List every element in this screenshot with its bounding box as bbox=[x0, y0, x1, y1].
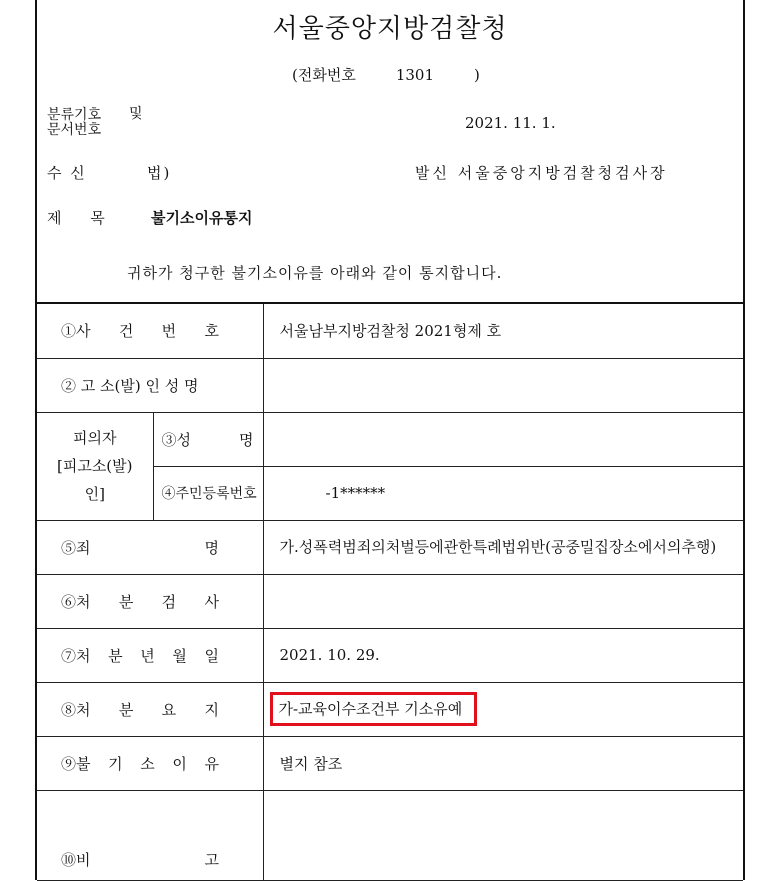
label-char: 지 bbox=[204, 700, 219, 719]
remarks-label bbox=[37, 790, 263, 880]
disposal-date-label bbox=[37, 628, 263, 682]
suspect-id-value bbox=[263, 466, 743, 520]
suspect-id-text: -1****** bbox=[325, 484, 386, 502]
label-char: ⑧처 bbox=[61, 700, 91, 719]
label-char: 일 bbox=[204, 646, 219, 665]
label-char: 분 bbox=[118, 700, 134, 719]
recipient-line bbox=[47, 162, 171, 183]
suspect-name-value bbox=[263, 412, 743, 466]
intro-text: 귀하가 청구한 불기소이유를 아래와 같이 통지합니다. bbox=[127, 264, 503, 282]
label-char: 기 bbox=[108, 754, 123, 773]
label-char: 유 bbox=[204, 754, 219, 773]
classification-line1: 분류기호 bbox=[47, 107, 102, 123]
label-char: 사 bbox=[204, 592, 219, 611]
phone-number: 1301 bbox=[395, 66, 434, 84]
label-char: 번 bbox=[161, 322, 177, 341]
charge-label bbox=[37, 520, 263, 574]
disposal-date-value: 2021. 10. 29. bbox=[263, 628, 743, 682]
agency-title: 서울중앙지방검찰청 bbox=[272, 14, 508, 44]
label-char: 요 bbox=[161, 700, 177, 719]
reason-label bbox=[37, 736, 263, 790]
subject-line bbox=[47, 207, 252, 228]
label-char: 이 bbox=[172, 754, 187, 773]
sender-line: 발신 서울중앙지방검찰청검사장 bbox=[415, 164, 668, 182]
phone-line bbox=[292, 64, 480, 85]
label-char: ⑤죄 bbox=[61, 538, 91, 557]
table-row bbox=[37, 412, 743, 466]
table-row bbox=[37, 358, 743, 412]
prosecutor-label bbox=[37, 574, 263, 628]
label-char: 고 bbox=[204, 850, 219, 869]
suspect-label bbox=[37, 412, 153, 520]
case-number-label bbox=[37, 303, 263, 358]
label-char: 년 bbox=[140, 646, 155, 665]
remarks-value bbox=[263, 790, 743, 880]
label-char: 호 bbox=[204, 322, 219, 341]
label-char: 검 bbox=[161, 592, 177, 611]
suspect-id-label: ④주민등록번호 bbox=[153, 466, 263, 520]
phone-open: (전화번호 bbox=[292, 66, 356, 84]
label-char: 소 bbox=[140, 754, 155, 773]
label-char: 분 bbox=[108, 646, 123, 665]
label-char: ⑦처 bbox=[61, 646, 91, 665]
suspect-label-1: 피의자 bbox=[73, 429, 117, 447]
table-row bbox=[37, 682, 743, 736]
prosecutor-value bbox=[263, 574, 743, 628]
table-row bbox=[37, 520, 743, 574]
suspect-label-2: [피고소(발)인] bbox=[56, 457, 133, 503]
label-char: 분 bbox=[118, 592, 134, 611]
notice-table bbox=[37, 302, 743, 881]
label-char: ⑥처 bbox=[61, 592, 91, 611]
label-char: ①사 bbox=[61, 322, 91, 341]
table-row bbox=[37, 628, 743, 682]
classification-label bbox=[47, 106, 143, 138]
table-row bbox=[37, 736, 743, 790]
label-char: ⑨불 bbox=[61, 754, 91, 773]
complainant-label: ② 고 소(발) 인 성 명 bbox=[37, 358, 263, 412]
label-char: 명 bbox=[204, 538, 219, 557]
table-row bbox=[37, 574, 743, 628]
subject-value: 불기소이유통지 bbox=[151, 209, 253, 227]
table-row bbox=[37, 303, 743, 358]
case-number-value: 서울남부지방검찰청 2021형제 호 bbox=[263, 303, 743, 358]
charge-value: 가.성폭력범죄의처벌등에관한특례법위반(공중밀집장소에서의추행) bbox=[263, 520, 743, 574]
disposal-summary-label bbox=[37, 682, 263, 736]
suspect-name-label bbox=[153, 412, 263, 466]
document-date: 2021. 11. 1. bbox=[465, 114, 556, 132]
recipient-value: 법) bbox=[147, 164, 172, 182]
label-char: ⑩비 bbox=[61, 850, 91, 869]
classification-conj: 및 bbox=[129, 106, 143, 122]
label-char: ③성 bbox=[161, 430, 191, 449]
disposal-summary-value bbox=[263, 682, 743, 736]
label-char: 건 bbox=[118, 322, 134, 341]
disposal-summary-highlight: 가-교육이수조건부 기소유예 bbox=[270, 692, 478, 726]
classification-line2: 문서번호 bbox=[47, 122, 102, 138]
document-page bbox=[35, 0, 745, 880]
label-char: 명 bbox=[239, 430, 254, 449]
complainant-value bbox=[263, 358, 743, 412]
subject-label: 제 목 bbox=[47, 209, 117, 227]
reason-value: 별지 참조 bbox=[263, 736, 743, 790]
recipient-label: 수 신 bbox=[47, 164, 87, 182]
table-row bbox=[37, 790, 743, 880]
label-char: 월 bbox=[172, 646, 187, 665]
phone-close: ) bbox=[474, 66, 480, 84]
